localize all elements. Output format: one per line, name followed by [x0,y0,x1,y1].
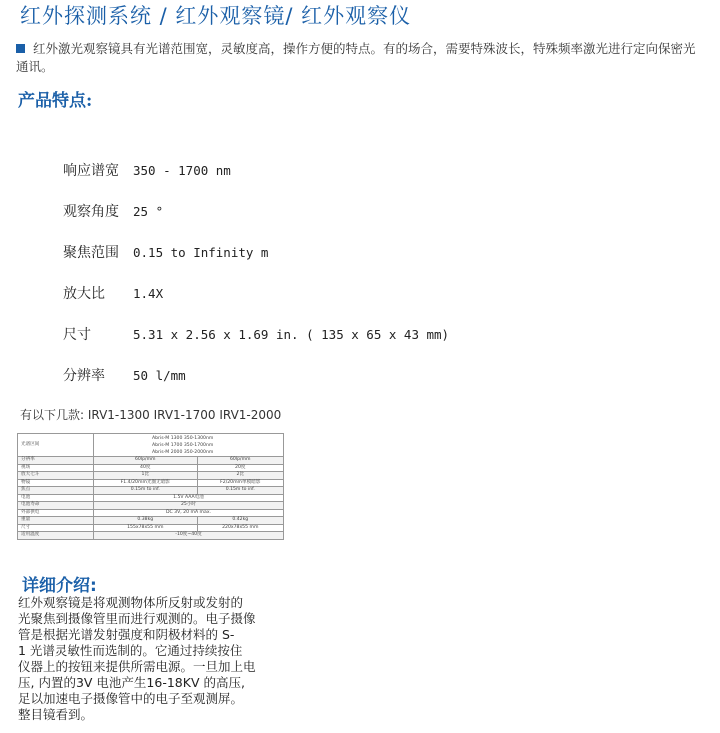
table-cell: 适用温度 [18,532,94,540]
detail-line: 红外观察镜是将观测物体所反射或发射的 [18,595,244,610]
table-cell: 1.5V AAA电池 [94,494,284,502]
spec-table [17,433,284,540]
table-cell: 220x78x55 mm [197,524,283,532]
table-row [18,532,284,540]
table-row [18,434,284,457]
intro-text: 红外激光观察镜具有光谱范围宽，灵敏度高，操作方便的特点。有的场合，需要特殊波长，特殊频率激光进行定向保密光通讯。 [16,41,696,74]
table-cell: DC 3V, 20 mA max. [94,509,284,517]
detail-line: 压, 内置的3V 电池产生16-18KV 的高压, [18,675,245,690]
spec-row [63,242,268,262]
spec-row [63,324,449,344]
table-cell: 分辨率 [18,457,94,465]
table-cell: 焦点 [18,487,94,495]
table-cell: 25小时 [94,502,284,510]
table-row [18,479,284,487]
table-cell: 0.38kg [94,517,198,525]
table-row [18,509,284,517]
spec-label: 尺寸 [63,327,91,343]
table-cell: 视场 [18,464,94,472]
model-line: Abris-M 1300 350-1300nm [152,435,214,441]
table-row [18,494,284,502]
table-row [18,524,284,532]
table-cell: 155x78x55 mm [94,524,198,532]
model-line: Abris-M 1700 350-1700nm [152,442,214,448]
spec-value: 1.4X [133,286,164,301]
table-row [18,487,284,495]
table-cell: 尺寸 [18,524,94,532]
table-cell: 2比 [197,472,283,480]
table-cell: 60lp/mm [94,457,198,465]
spec-value: 350 - 1700 nm [133,163,231,178]
table-cell: 电池 [18,494,94,502]
detail-line: 仪器上的按钮来提供所需电源。一旦加上电 [18,659,256,674]
models-line: 有以下几款: IRV1-1300 IRV1-1700 IRV1-2000 [20,408,282,422]
detail-paragraph [18,595,268,723]
table-row [18,517,284,525]
table-cell: 物镜 [18,479,94,487]
detail-line: 光聚焦到摄像管里而进行观测的。电子摄像 [18,611,256,626]
table-cell: 放大七斗 [18,472,94,480]
page-title: 红外探测系统 / 红外观察镜/ 红外观察仪 [20,4,412,28]
table-row [18,472,284,480]
bullet-square-icon [16,44,25,53]
detail-line: 管是根据光谱发射强度和阴极材料的 S- [18,627,235,642]
table-row [18,464,284,472]
table-cell [94,434,284,457]
table-cell: 外部供电 [18,509,94,517]
spec-value: 25 ° [133,204,164,219]
spec-label: 分辨率 [63,368,105,384]
table-row [18,457,284,465]
spec-value: 5.31 x 2.56 x 1.69 in. ( 135 x 65 x 43 mm) [133,327,450,342]
table-cell: -10度~40度 [94,532,284,540]
table-cell: 20度 [197,464,283,472]
detail-line: 足以加速电子摄像管中的电子至观测屏。 [18,691,244,706]
spec-row [63,201,163,221]
intro-paragraph [16,40,706,76]
spec-label: 观察角度 [63,204,119,220]
table-cell: 光谱区间 [18,434,94,457]
spec-label: 聚焦范围 [63,245,119,261]
table-row [18,502,284,510]
table-cell: 0.42kg [197,517,283,525]
table-cell: 1比 [94,472,198,480]
table-cell: F1.4/20mm光圈无暗影 [94,479,198,487]
spec-value: 50 l/mm [133,368,186,383]
spec-value: 0.15 to Infinity m [133,245,269,260]
spec-label: 放大比 [63,286,105,302]
spec-label: 响应谱宽 [63,163,119,179]
detail-heading: 详细介绍: [22,576,97,596]
model-line: Abris-M 2000 350-2000nm [152,449,214,455]
spec-row [63,365,186,385]
detail-line: 1 光谱灵敏性而选制的。它通过持续按住 [18,643,243,658]
table-cell: 电池寿命 [18,502,94,510]
spec-row [63,160,231,180]
table-cell: 40度 [94,464,198,472]
spec-row [63,283,163,303]
table-cell: 0.15m to inf. [197,487,283,495]
table-cell: F2/20mm单模暗影 [197,479,283,487]
detail-line: 整目镜看到。 [18,707,94,722]
features-heading: 产品特点: [18,91,93,111]
table-cell: 重量 [18,517,94,525]
table-cell: 60lp/mm [197,457,283,465]
table-cell: 0.15m to inf. [94,487,198,495]
